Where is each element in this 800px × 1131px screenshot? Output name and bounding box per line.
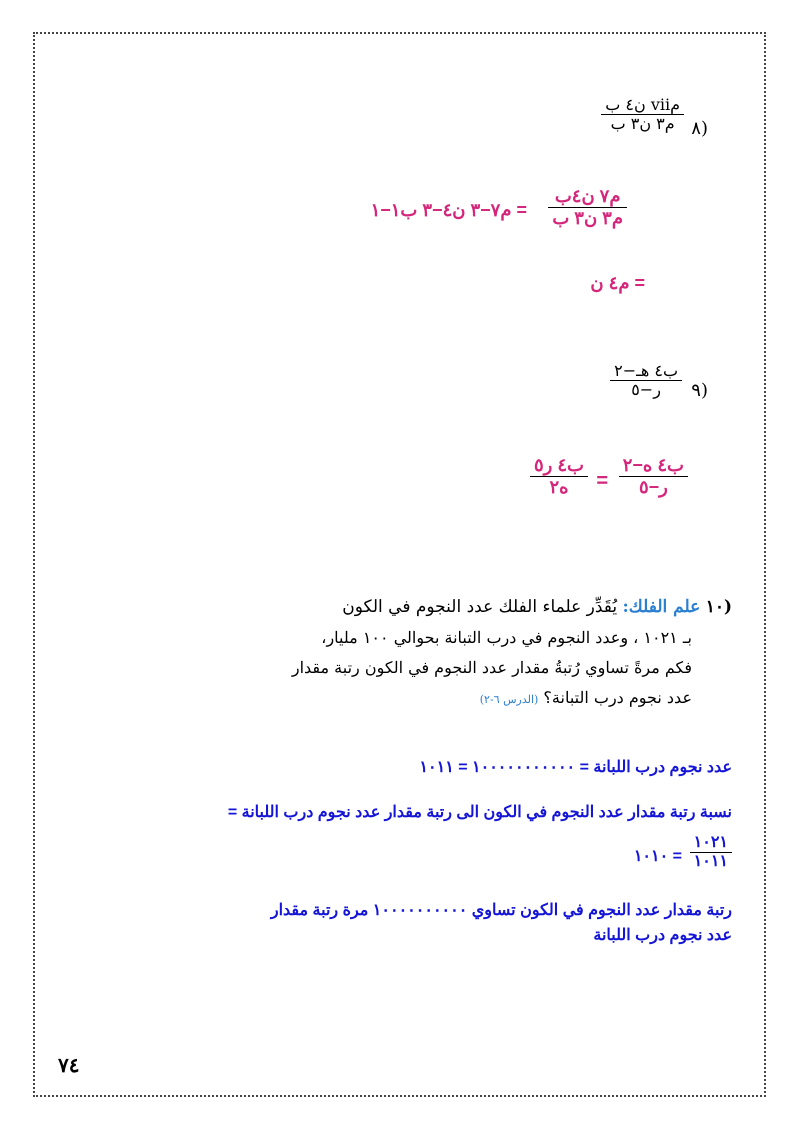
fraction-numerator: ب٤ ه−٢ xyxy=(622,455,684,475)
fraction-numerator: ب٤ ر٥ xyxy=(534,455,584,475)
fraction-denominator: ر−٥ xyxy=(631,380,661,400)
fraction-numerator: ١٠٢١ xyxy=(693,834,728,851)
fraction-denominator: ر−٥ xyxy=(638,476,668,497)
fraction-denominator: م٣ ن٣ ب xyxy=(610,114,675,134)
problem-8-number: (٨ xyxy=(691,118,708,139)
problem-10-line-1: يُقَدِّر علماء الفلك عدد النجوم في الكون xyxy=(342,597,618,617)
problem-8-solution-fraction xyxy=(548,186,627,228)
problem-10-line-4-wrap xyxy=(480,688,692,707)
fraction-numerator: مⅶ ن٤ ب xyxy=(605,95,680,114)
problem-10-line-4: عدد نجوم درب التبانة؟ xyxy=(543,688,692,707)
answer-line-4: عدد نجوم درب اللبانة xyxy=(593,927,732,944)
problem-10-number: (١٠ xyxy=(705,597,732,617)
problem-10-line-2: بـ ١٠٢١ ، وعدد النجوم في درب التبانة بحوالي ١٠٠ مليار، xyxy=(321,628,692,647)
ratio-fraction xyxy=(690,834,732,872)
fraction-denominator: ه٢ xyxy=(549,476,569,497)
problem-10-topic: علم الفلك: xyxy=(622,597,701,617)
lesson-reference: (الدرس ٦-٢) xyxy=(479,693,539,706)
problem-8-solution-rhs: = م٧−٣ ن٤−٣ ب١−١ xyxy=(370,200,527,220)
problem-8-result: = م٤ ن xyxy=(590,273,645,293)
answer-line-2: نسبة رتبة مقدار عدد النجوم في الكون الى رتبة مقدار عدد نجوم درب اللبانة = xyxy=(227,804,732,821)
problem-9-solution-lhs xyxy=(619,455,688,497)
answer-line-1: عدد نجوم درب اللبانة = ١٠٠٠٠٠٠٠٠٠٠٠ = ١٠١١ xyxy=(419,759,732,776)
fraction-denominator: م٣ ن٣ ب xyxy=(552,207,623,228)
problem-10-line-3: فكم مرةً تساوي رُتبةُ مقدار عدد النجوم في الكون رتبة مقدار xyxy=(291,658,692,677)
fraction-denominator: ١٠١١ xyxy=(693,853,728,871)
problem-10-first-line xyxy=(342,597,732,617)
fraction-numerator: م٧ ن٤ب xyxy=(554,186,621,206)
fraction-numerator: ب٤ هـ−٢ xyxy=(614,361,678,380)
problem-9-equals: = xyxy=(596,470,608,492)
page-number: ٧٤ xyxy=(58,1055,80,1077)
problem-9-solution-rhs xyxy=(530,455,588,497)
problem-8-question-fraction xyxy=(601,96,684,134)
ratio-result: = ١٠١٠ xyxy=(633,848,682,865)
problem-9-number: (٩ xyxy=(691,380,708,401)
answer-line-3: رتبة مقدار عدد النجوم في الكون تساوي ١٠٠٠٠٠٠٠٠٠٠ مرة رتبة مقدار xyxy=(270,902,732,919)
problem-9-question-fraction xyxy=(610,362,682,400)
